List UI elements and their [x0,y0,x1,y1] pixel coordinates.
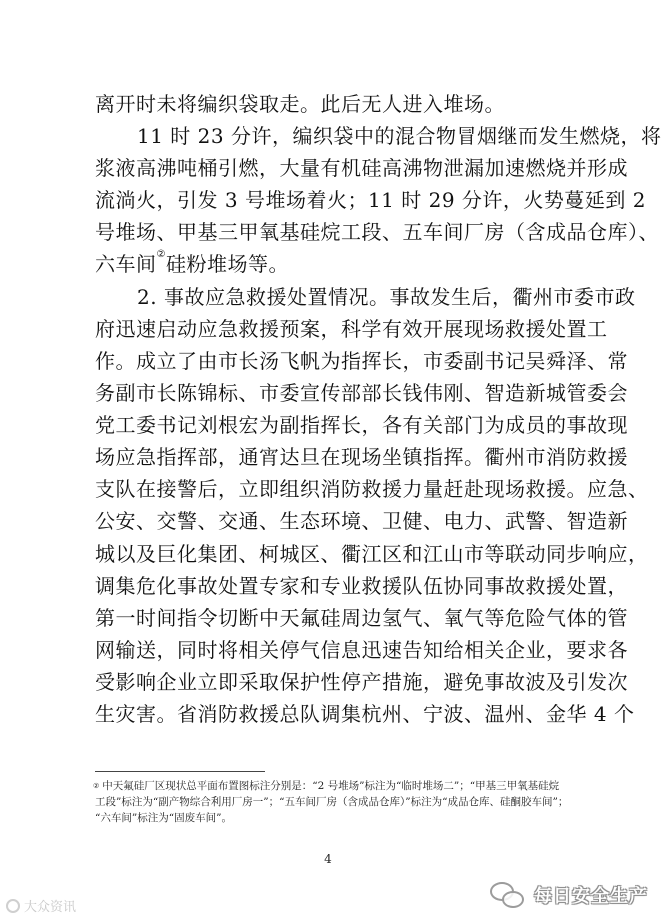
footnote-divider [95,771,265,772]
body-line-18: 网输送，同时将相关停气信息迅速告知给相关企业，要求各 [95,638,628,662]
wechat-watermark [490,880,648,910]
body-line-3: 浆液高沸吨桶引燃，大量有机硅高沸物泄漏加速燃烧并形成 [95,156,628,180]
body-line-10: 务副市长陈锦标、市委宣传部部长钱伟刚、智造新城管委会 [95,381,628,405]
body-line-20: 生灾害。省消防救援总队调集杭州、宁波、温州、金华 4 个 [95,702,635,726]
body-line-1: 离开时未将编织袋取走。此后无人进入堆场。 [95,92,505,116]
body-line-12: 场应急指挥部，通宵达旦在现场坐镇指挥。衢州市消防救援 [95,445,628,469]
body-line-6-text-a: 六车间 [95,252,157,276]
footnote-line-2: 工段”标注为“副产物综合利用厂房一”；“五车间厂房（含成品仓库）”标注为“成品仓库、硅酮胶车间”； [95,796,569,808]
watermark-logo-icon [6,899,20,913]
body-line-8: 府迅速启动应急救援预案，科学有效开展现场救援处置工 [95,317,608,341]
body-line-9: 作。成立了由市长汤飞帆为指挥长，市委副书记吴舜泽、常 [95,349,628,373]
footnote-mark: ② [93,782,100,790]
body-line-15: 城以及巨化集团、柯城区、衢江区和江山市等联动同步响应， [95,542,649,566]
body-line-11: 党工委书记刘根宏为副指挥长，各有关部门为成员的事故现 [95,413,628,437]
body-line-6 [95,250,550,278]
body-line-13: 支队在接警后，立即组织消防救援力量赶赴现场救援。应急、 [95,477,649,501]
body-line-17: 第一时间指令切断中天氟硅周边氢气、氧气等危险气体的管 [95,606,628,630]
watermark-left-text: 大众资讯 [24,900,77,915]
body-line-7: 2. 事故应急救援处置情况。事故发生后，衢州市委市政 [137,285,636,309]
footnote-reference: ② [156,249,166,260]
watermark-left [6,896,76,915]
footnote-line-1 [93,779,563,793]
body-line-16: 调集危化事故处置专家和专业救援队伍协同事故救援处置， [95,574,628,598]
body-line-19: 受影响企业立即采取保护性停产措施，避免事故波及引发次 [95,670,628,694]
body-line-14: 公安、交警、交通、生态环境、卫健、电力、武警、智造新 [95,509,628,533]
watermark-right-text: 每日安全生产 [534,886,648,907]
footnote-line-3: “六车间”标注为“固废车间”。 [95,812,232,824]
body-line-6-text-b: 硅粉堆场等。 [165,252,289,276]
body-line-2: 11 时 23 分许，编织袋中的混合物冒烟继而发生燃烧，将 [137,124,661,148]
wechat-bubble-small [502,891,524,908]
wechat-icon [490,880,526,910]
footnote-line-1-text: 中天氟硅厂区现状总平面布置图标注分别是：“2 号堆场”标注为“临时堆场二”；“甲基三甲氧基硅烷 [102,780,560,792]
body-line-4: 流淌火，引发 3 号堆场着火；11 时 29 分许，火势蔓延到 2 [95,188,646,212]
page-number: 4 [324,852,332,866]
body-line-5: 号堆场、甲基三甲氧基硅烷工段、五车间厂房（含成品仓库）、 [95,220,659,244]
